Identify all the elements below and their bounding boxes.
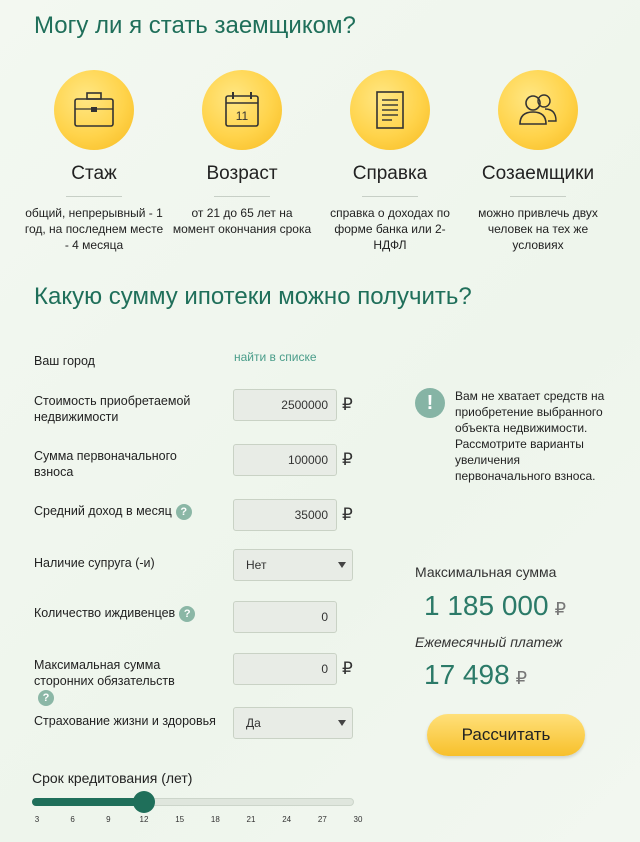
spouse-select-value: Нет (246, 558, 267, 572)
help-icon[interactable]: ? (176, 504, 192, 520)
currency-sign: ₽ (554, 599, 567, 619)
amount-heading: Какую сумму ипотеки можно получить? (34, 283, 472, 310)
currency-sign: ₽ (515, 668, 528, 688)
max-amount-label: Максимальная сумма (415, 564, 557, 580)
insurance-label: Страхование жизни и здоровья (34, 714, 216, 728)
property-cost-label: Стоимость приобретаемой недвижимости (34, 394, 191, 424)
chevron-down-icon (338, 720, 346, 726)
briefcase-icon (54, 70, 134, 150)
max-amount-number: 1 185 000 (424, 590, 549, 621)
down-payment-input[interactable]: 100000 (233, 444, 337, 476)
term-tick-label: 24 (282, 815, 292, 824)
requirement-title: Созаемщики (481, 163, 595, 184)
currency-sign: ₽ (342, 395, 353, 414)
exclamation-icon: ! (415, 388, 445, 418)
divider (362, 196, 418, 197)
income-label-text: Средний доход в месяц (34, 504, 172, 518)
monthly-payment-label: Ежемесячный платеж (415, 634, 563, 650)
obligations-label (34, 657, 194, 706)
requirement-title: Возраст (206, 163, 278, 184)
term-tick-label: 12 (139, 815, 149, 824)
insurance-select[interactable] (233, 707, 353, 739)
insurance-select-value: Да (246, 716, 261, 730)
income-input[interactable]: 35000 (233, 499, 337, 531)
currency-sign: ₽ (342, 659, 353, 678)
help-icon[interactable]: ? (38, 690, 54, 706)
requirement-description: справка о доходах по форме банка или 2-НДФЛ (330, 206, 450, 252)
term-tick-label: 27 (317, 815, 327, 824)
calendar-icon (202, 70, 282, 150)
chevron-down-icon (338, 562, 346, 568)
term-label: Срок кредитования (лет) (32, 770, 193, 786)
requirement-coborrowers (468, 70, 608, 253)
term-slider-handle[interactable] (133, 791, 155, 813)
requirement-description: от 21 до 65 лет на момент окончания срока (172, 206, 312, 236)
term-tick-label: 21 (246, 815, 256, 824)
divider (214, 196, 270, 197)
term-tick-label: 18 (210, 815, 220, 824)
currency-sign: ₽ (342, 450, 353, 469)
term-tick-label: 6 (70, 815, 75, 824)
dependents-label-text: Количество иждивенцев (34, 606, 176, 620)
divider (66, 196, 122, 197)
term-tick-label: 3 (34, 815, 40, 824)
down-payment-label: Сумма первоначального взноса (34, 449, 177, 479)
term-tick-label: 15 (175, 815, 185, 824)
requirement-title: Стаж (71, 163, 117, 184)
help-icon[interactable]: ? (179, 606, 195, 622)
requirement-title: Справка (352, 163, 428, 184)
city-label: Ваш город (34, 354, 95, 368)
requirement-experience (24, 70, 164, 253)
term-tick-label: 9 (106, 815, 111, 824)
term-slider-fill (32, 798, 144, 806)
borrower-heading: Могу ли я стать заемщиком? (34, 12, 356, 39)
requirement-age (172, 70, 312, 237)
requirement-description: общий, непрерывный - 1 год, на последнем месте - 4 месяца (24, 206, 164, 252)
spouse-label: Наличие супруга (-и) (34, 556, 155, 570)
warning-text: Вам не хватает средств на приобретение выбранного объекта недвижимости. Рассмотрите варианты увеличения первоначального взноса. (455, 389, 605, 483)
obligations-label-text: Максимальная сумма сторонних обязательств (34, 658, 175, 688)
spouse-select[interactable] (233, 549, 353, 581)
income-label (34, 503, 192, 520)
property-cost-input[interactable]: 2500000 (233, 389, 337, 421)
monthly-payment-value (424, 659, 527, 691)
divider (510, 196, 566, 197)
calculate-button[interactable]: Рассчитать (427, 714, 585, 756)
monthly-payment-number: 17 498 (424, 659, 510, 690)
calendar-day: 11 (235, 109, 249, 123)
dependents-input[interactable]: 0 (233, 601, 337, 633)
currency-sign: ₽ (342, 505, 353, 524)
city-find-link[interactable]: найти в списке (234, 350, 317, 364)
obligations-input[interactable]: 0 (233, 653, 337, 685)
requirement-certificate (320, 70, 460, 253)
max-amount-value (424, 590, 566, 622)
term-tick-label: 30 (353, 815, 363, 824)
requirement-description: можно привлечь двух человек на тех же условиях (478, 206, 598, 252)
document-icon (350, 70, 430, 150)
users-icon (498, 70, 578, 150)
dependents-label (34, 605, 195, 622)
